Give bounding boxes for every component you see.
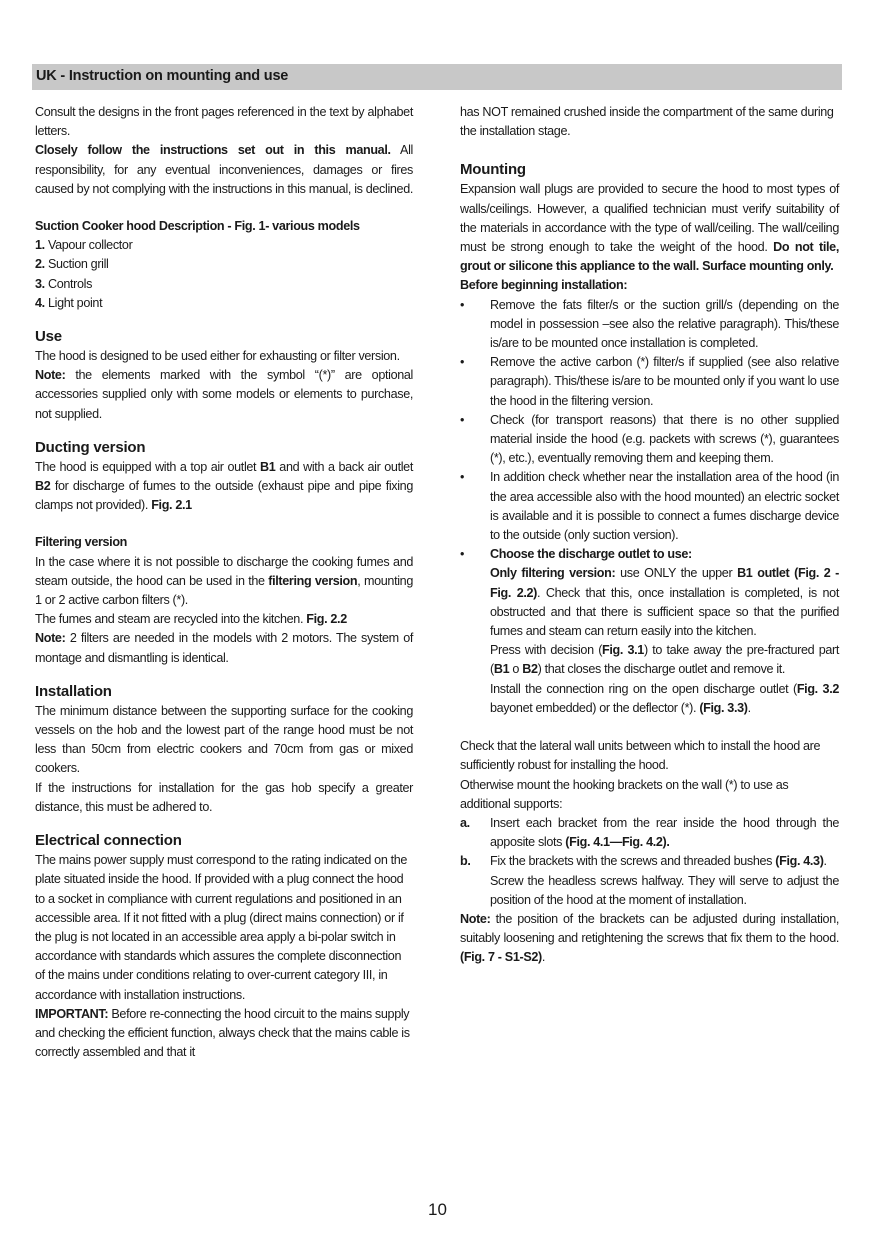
description-item: 2. Suction grill	[35, 257, 109, 272]
mounting-heading: Mounting	[460, 161, 526, 179]
section-title: UK - Instruction on mounting and use	[36, 68, 289, 84]
description-item: 4. Light point	[35, 295, 103, 310]
before-list	[460, 296, 839, 718]
filtering-paragraph: In the case where it is not possible to discharge the cooking fumes and steam outside, the hood can be used in the filtering version, mounting 1 or 2 active carbon filters (*).	[35, 554, 413, 608]
spacer	[460, 718, 839, 737]
page-number: 10	[428, 1200, 447, 1219]
description-item: 1. Vapour collector	[35, 238, 133, 253]
ducting-heading: Ducting version	[35, 438, 146, 456]
list-item: • In addition check whether near the installation area of the hood (in the area accessible also with the hood mounted) an electric socket is available and it is possible to connect a fumes discharge device to the outside (only suction version).	[460, 470, 839, 543]
list-item-choose-outlet: • Choose the discharge outlet to use: Only filtering version: use ONLY the upper B1 outlet (Fig. 2 - Fig. 2.2). Check that this, once installation is completed, is not obstructed and that there is sufficient space so that the purified fumes and steam can return easily into the kitchen. Press with decision (Fig. 3.1) to take away the pre-fractured part (B1 o B2) that closes the discharge outlet and remove it. Install the connection ring on the open discharge outlet (Fig. 3.2 bayonet embedded) or the deflector (*). (Fig. 3.3).	[460, 547, 840, 715]
left-column	[35, 103, 413, 1062]
intro-paragraph: Consult the designs in the front pages referenced in the text by alphabet letters.	[35, 105, 413, 139]
list-item: a. Insert each bracket from the rear inside the hood through the apposite slots (Fig. 4.1—Fig. 4.2).	[460, 815, 839, 850]
list-item: • Remove the active carbon (*) filter/s if supplied (see also relative paragraph). This/these is/are to be mounted only if you want lo use the hood in the filtering version.	[460, 355, 839, 408]
installation-gas-paragraph: If the instructions for installation for the gas hob specify a greater distance, this must be adhered to.	[35, 780, 413, 814]
ducting-paragraph: The hood is equipped with a top air outlet B1 and with a back air outlet B2 for discharge of fumes to the outside (exhaust pipe and pipe fixing clamps not provided). Fig. 2.1	[35, 459, 413, 513]
list-item: b. Fix the brackets with the screws and threaded bushes (Fig. 4.3). Screw the headless screws halfway. They will serve to adjust the position of the hood at the moment of installation.	[460, 854, 839, 907]
brackets-paragraph: Otherwise mount the hooking brackets on the wall (*) to use as additional supports:	[460, 777, 789, 811]
lateral-paragraph: Check that the lateral wall units between which to install the hood are sufficiently robust for installing the hood.	[460, 739, 821, 773]
installation-heading: Installation	[35, 682, 112, 700]
brackets-list	[460, 814, 839, 910]
electrical-paragraph: The mains power supply must correspond to the rating indicated on the plate situated inside the hood. If provided with a plug connect the hood to a socket in compliance with current regulations and positioned in an accessible area. If it not fitted with a plug (direct mains connection) or if the plug is not located in an accessible area apply a bi-polar switch in accordance with standards which assures the complete disconnection of the mains under conditions relating to over-current category III, in accordance with installation instructions.	[35, 853, 408, 1002]
filtering-note: Note: 2 filters are needed in the models with 2 motors. The system of montage and dismantling is identical.	[35, 631, 413, 665]
mounting-paragraph: Expansion wall plugs are provided to secure the hood to most types of walls/ceilings. However, a qualified technician must verify suitability of the materials in accordance with the type of wall/ceiling. The wall/ceiling must be strong enough to take the weight of the hood. Do not tile, grout or silicone this appliance to the wall. Surface mounting only.	[460, 182, 839, 274]
description-item: 3. Controls	[35, 276, 93, 291]
final-note: Note: the position of the brackets can be adjusted during installation, suitably loosening and retightening the screws that fix them to the hood. (Fig. 7 - S1-S2).	[460, 911, 839, 965]
use-paragraph: The hood is designed to be used either for exhausting or filter version.	[35, 349, 400, 364]
description-heading: Suction Cooker hood Description - Fig. 1- various models	[35, 219, 360, 234]
continuation-paragraph: has NOT remained crushed inside the compartment of the same during the installation stage.	[460, 105, 834, 139]
list-item: • Check (for transport reasons) that there is no other supplied material inside the hood (e.g. packets with screws (*), guarantees (*), etc.), eventually removing them and keeping them.	[460, 412, 839, 466]
use-heading: Use	[35, 328, 62, 346]
section-header-bar	[32, 64, 842, 90]
filtering-recycle: The fumes and steam are recycled into the kitchen. Fig. 2.2	[35, 612, 347, 627]
responsibility-paragraph: Closely follow the instructions set out in this manual. All responsibility, for any eventual inconveniences, damages or fires caused by not complying with the instructions in this manual, is declined.	[35, 143, 414, 196]
list-item: • Remove the fats filter/s or the suction grill/s (depending on the model in possession –see also the relative paragraph). This/these is/are to be mounted once installation is completed.	[460, 297, 839, 351]
description-list	[35, 236, 413, 313]
right-column	[460, 103, 839, 968]
electrical-heading: Electrical connection	[35, 832, 182, 850]
installation-paragraph: The minimum distance between the supporting surface for the cooking vessels on the hob and the lowest part of the range hood must be not less than 50cm from electric cookers and 70cm from gas or mixed cookers.	[35, 703, 413, 776]
filtering-heading: Filtering version	[35, 535, 128, 550]
electrical-important: IMPORTANT: Before re-connecting the hood circuit to the mains supply and checking the efficient function, always check that the mains cable is correctly assembled and that it	[35, 1006, 410, 1060]
use-note: Note: the elements marked with the symbol “(*)” are optional accessories supplied only with some models or elements to purchase, not supplied.	[35, 368, 413, 421]
before-heading: Before beginning installation:	[460, 278, 628, 293]
